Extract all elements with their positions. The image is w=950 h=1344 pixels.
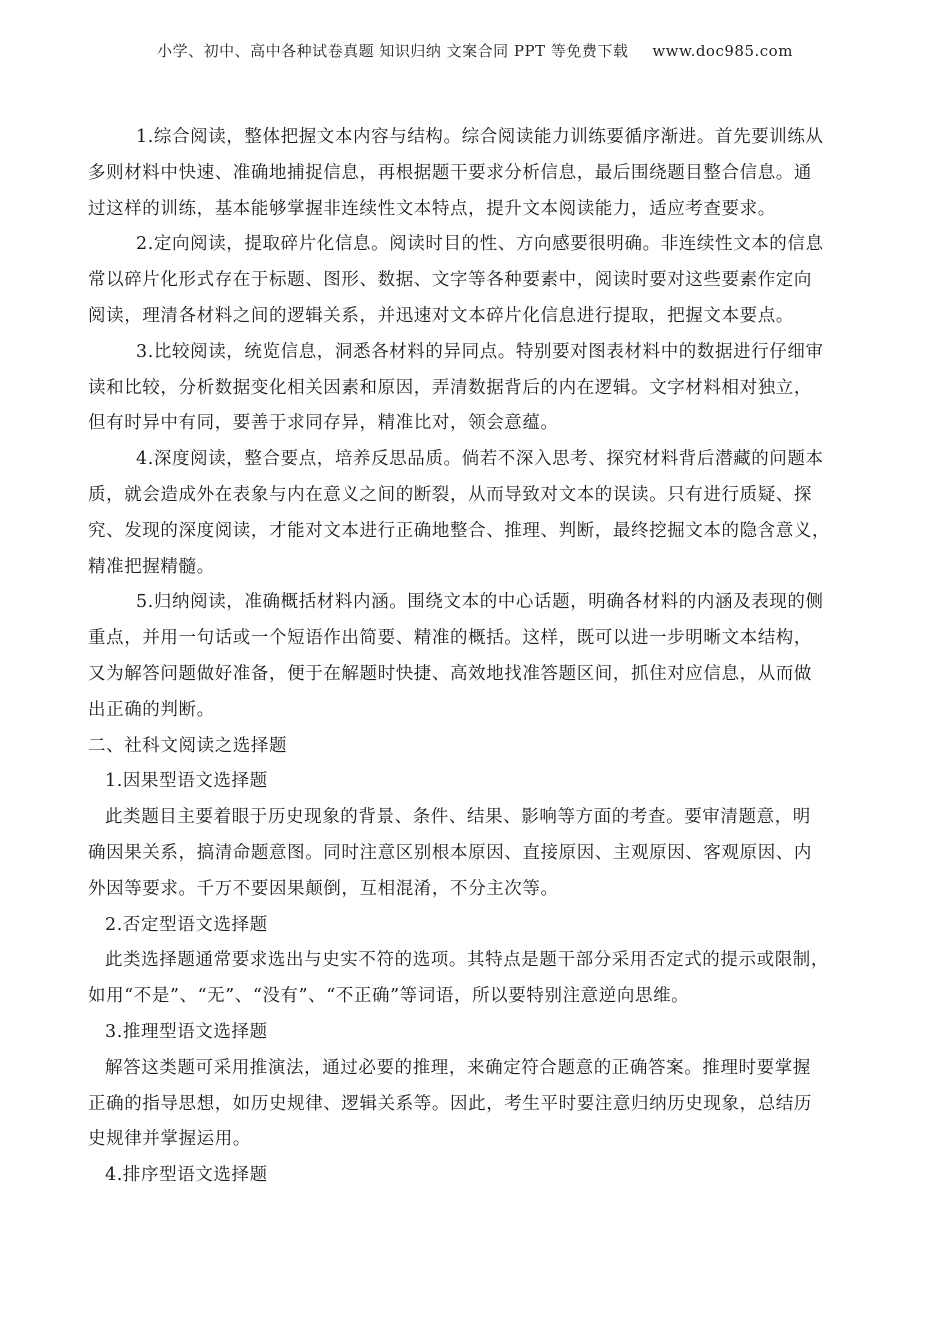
text-line: 又为解答问题做好准备，便于在解题时快捷、高效地找准答题区间，抓住对应信息，从而做 (88, 663, 812, 684)
text-line: 3.比较阅读，统览信息，洞悉各材料的异同点。特别要对图表材料中的数据进行仔细审 (136, 341, 824, 362)
text-line: 3.推理型语文选择题 (105, 1021, 268, 1042)
text-line: 精准把握精髓。 (88, 556, 215, 577)
header-url: www.doc985.com (652, 42, 793, 60)
text-line: 4.深度阅读，整合要点，培养反思品质。倘若不深入思考、探究材料背后潜藏的问题本 (136, 449, 824, 470)
text-line: 二、社科文阅读之选择题 (88, 735, 288, 756)
text-line: 过这样的训练，基本能够掌握非连续性文本特点，提升文本阅读能力，适应考查要求。 (88, 198, 776, 219)
text-line: 2.定向阅读，提取碎片化信息。阅读时目的性、方向感要很明确。非连续性文本的信息 (136, 234, 824, 255)
text-line: 但有时异中有同，要善于求同存异，精准比对，领会意蕴。 (88, 413, 559, 434)
text-line: 出正确的判断。 (88, 699, 215, 720)
text-line: 1.综合阅读，整体把握文本内容与结构。综合阅读能力训练要循序渐进。首先要训练从 (136, 127, 824, 147)
text-line: 正确的指导思想，如历史规律、逻辑关系等。因此，考生平时要注意归纳历史现象，总结历 (88, 1093, 812, 1114)
text-line: 外因等要求。千万不要因果颠倒，互相混淆，不分主次等。 (88, 878, 559, 899)
text-line: 质，就会造成外在表象与内在意义之间的断裂，从而导致对文本的误读。只有进行质疑、探 (88, 484, 812, 505)
text-line: 常以碎片化形式存在于标题、图形、数据、文字等各种要素中，阅读时要对这些要素作定向 (88, 270, 812, 291)
document-body (88, 120, 868, 1194)
text-line: 读和比较，分析数据变化相关因素和原因，弄清数据背后的内在逻辑。文字材料相对独立， (88, 377, 812, 398)
header-text: 小学、初中、高中各种试卷真题 知识归纳 文案合同 PPT 等免费下载 (157, 42, 629, 60)
text-line: 4.排序型语文选择题 (105, 1165, 268, 1186)
text-line: 此类选择题通常要求选出与史实不符的选项。其特点是题干部分采用否定式的提示或限制， (105, 950, 829, 971)
text-line: 重点，并用一句话或一个短语作出简要、精准的概括。这样，既可以进一步明晰文本结构， (88, 628, 812, 649)
text-line: 此类题目主要着眼于历史现象的背景、条件、结果、影响等方面的考查。要审清题意，明 (105, 807, 811, 828)
text-line: 史规律并掌握运用。 (88, 1129, 251, 1150)
text-line: 如用“不是”、“无”、“没有”、“不正确”等词语，所以要特别注意逆向思维。 (88, 986, 690, 1007)
text-line: 1.因果型语文选择题 (105, 771, 268, 792)
text-line: 多则材料中快速、准确地捕捉信息，再根据题干要求分析信息，最后围绕题目整合信息。通 (88, 162, 812, 183)
text-line: 究、发现的深度阅读，才能对文本进行正确地整合、推理、判断，最终挖掘文本的隐含意义， (88, 520, 831, 541)
text-line: 2.否定型语文选择题 (105, 914, 268, 935)
text-line: 解答这类题可采用推演法，通过必要的推理，来确定符合题意的正确答案。推理时要掌握 (105, 1057, 811, 1078)
text-line: 确因果关系，搞清命题意图。同时注意区别根本原因、直接原因、主观原因、客观原因、内 (88, 842, 812, 863)
page-header (0, 40, 950, 61)
text-line: 阅读，理清各材料之间的逻辑关系，并迅速对文本碎片化信息进行提取，把握文本要点。 (88, 305, 794, 326)
text-line: 5.归纳阅读，准确概括材料内涵。围绕文本的中心话题，明确各材料的内涵及表现的侧 (136, 592, 824, 613)
